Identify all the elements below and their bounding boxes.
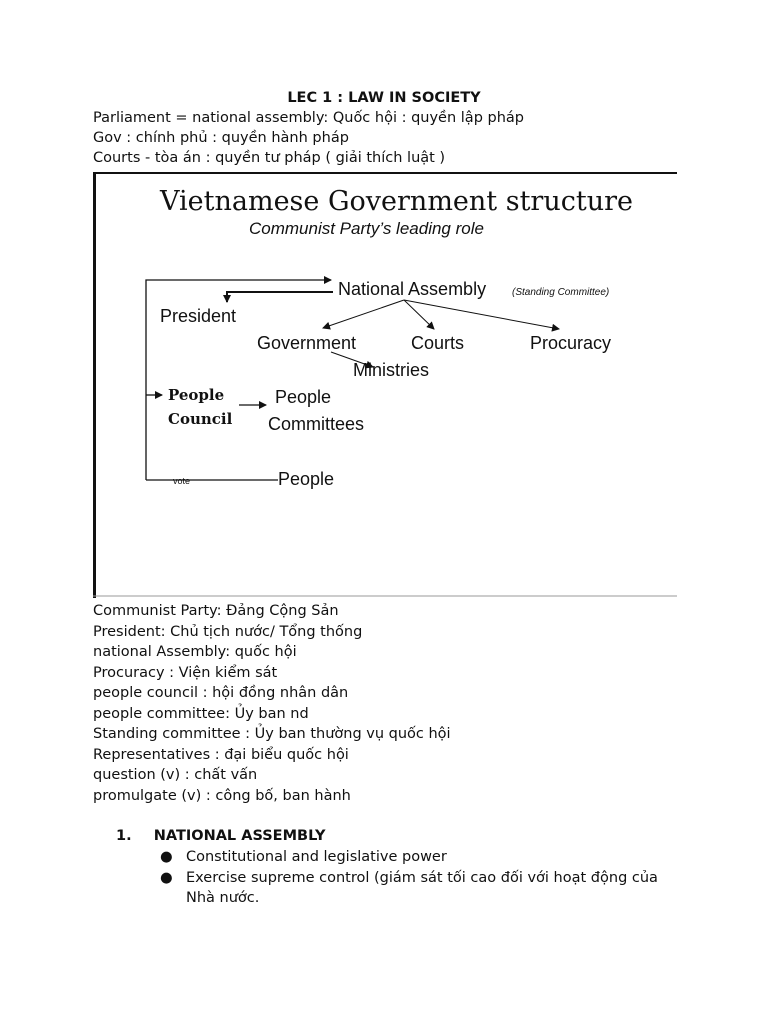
node-people: People [278,469,335,489]
node-people-council-line1: People [168,386,225,404]
node-national-assembly: National Assembly [338,279,487,299]
section-title: NATIONAL ASSEMBLY [153,828,326,844]
glossary-item: Communist Party: Đảng Cộng Sản [93,603,339,619]
node-standing-committee: (Standing Committee) [512,287,610,298]
glossary-item: President: Chủ tịch nước/ Tổng thống [93,624,363,640]
page-title: LEC 1 : LAW IN SOCIETY [287,90,481,106]
bullet-icon: ● [160,849,173,865]
government-structure-diagram [93,172,677,598]
glossary-item: national Assembly: quốc hội [93,644,297,660]
node-president: President [160,306,237,326]
intro-line: Courts - tòa án : quyền tư pháp ( giải thích luật ) [93,150,446,166]
section-number: 1. [116,828,132,844]
glossary-item: Representatives : đại biểu quốc hội [93,747,349,763]
glossary-item: Procuracy : Viện kiểm sát [93,665,278,681]
bullet-icon: ● [160,870,173,886]
node-government: Government [257,333,357,353]
glossary-item: promulgate (v) : công bố, ban hành [93,788,351,804]
vote-label: vote [173,476,191,486]
glossary-item: people council : hội đồng nhân dân [93,685,349,701]
node-ministries: Ministries [353,360,430,380]
glossary-item: Standing committee : Ủy ban thường vụ quốc hội [93,726,451,742]
bullet-text: Exercise supreme control (giám sát tối cao đối với hoạt động của Nhà nước. [186,870,658,906]
section-heading-national-assembly [116,826,326,846]
node-people-committees-line1: People [275,387,332,407]
intro-line: Gov : chính phủ : quyền hành pháp [93,130,349,146]
glossary-item: people committee: Ủy ban nd [93,706,309,722]
diagram-subtitle: Communist Party’s leading role [249,219,484,238]
glossary-item: question (v) : chất vấn [93,767,258,783]
node-courts: Courts [411,333,465,353]
node-procuracy: Procuracy [530,333,612,353]
node-people-committees-line2: Committees [268,414,365,434]
diagram-title: Vietnamese Government structure [160,186,633,217]
node-people-council-line2: Council [168,410,233,428]
intro-line: Parliament = national assembly: Quốc hội : quyền lập pháp [93,110,524,126]
bullet-text: Constitutional and legislative power [186,849,447,865]
